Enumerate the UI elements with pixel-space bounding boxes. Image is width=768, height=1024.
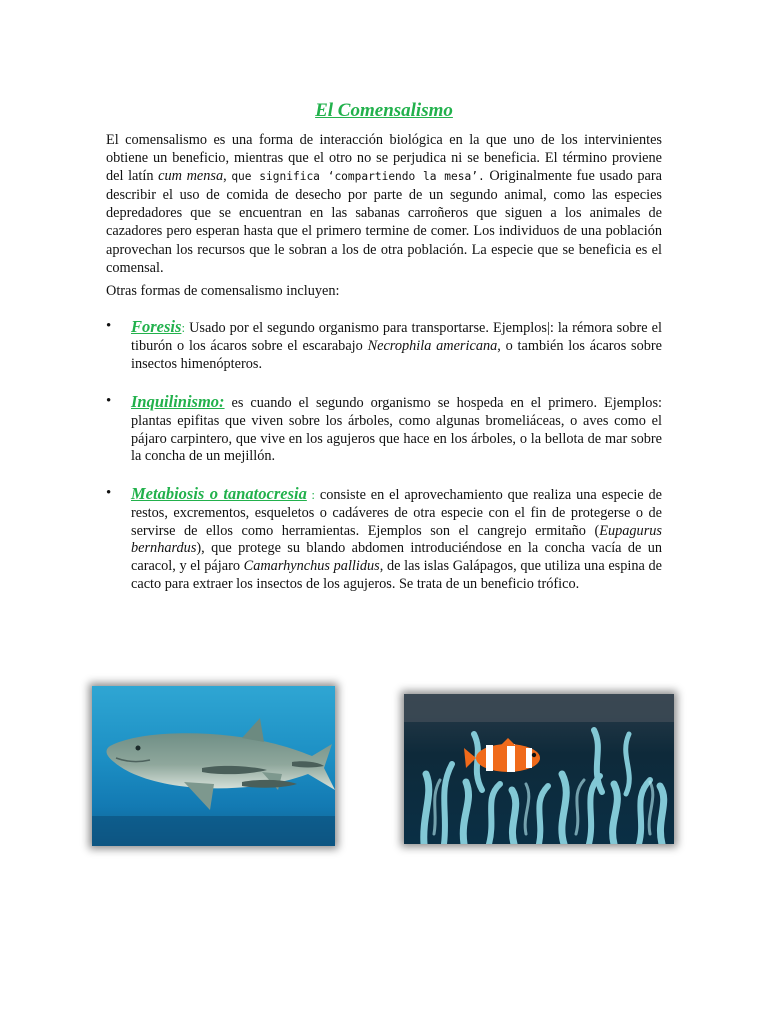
shark-dorsal-fin: [242, 718, 264, 742]
species-name: Eupagurus bernhardus: [131, 522, 662, 557]
bullet-marker: •: [106, 485, 112, 501]
term-foresis: Foresis: [131, 317, 182, 336]
item-text: es cuando el segundo organismo se hospeda en el primero. Ejemplos: plantas epifitas que viven sobre los árboles, como algunas bromeliáceas, o aves como el pájaro carpintero, que vive en los agujeros que hace en los árboles, o la bellota de mar sobre la concha de un mejillón.: [131, 395, 662, 465]
item-text: ), que protege su blando abdomen introduciéndose en la concha vacía de un caracol, y el pájaro: [131, 540, 662, 575]
latin-phrase: cum mensa: [158, 168, 224, 185]
list-item-foresis: [106, 318, 662, 373]
item-text: , o también los ácaros sobre insectos himenópteros.: [131, 337, 662, 372]
bullet-marker: •: [106, 318, 112, 334]
remora: [242, 780, 297, 788]
shark-with-remoras-image: [92, 686, 335, 846]
anemone-illustration: [404, 694, 674, 844]
item-text: consiste en el aprovechamiento que realiza una especie de restos, excrementos, esqueletos o cadáveres de otra especie con el fin de protegerse o de servirse de ellos como herramientas. Ejemplos son el cangrejo ermitaño (: [131, 487, 662, 539]
shark-pectoral-fin: [184, 782, 214, 810]
intro-paragraph: [106, 131, 662, 277]
list-item-inquilinismo: [106, 393, 662, 466]
image-top-band: [404, 694, 674, 722]
term-separator: :: [306, 487, 315, 502]
list-item-metabiosis: [106, 485, 662, 594]
bullet-marker: •: [106, 393, 112, 409]
intro-paragraph-2: Otras formas de comensalismo incluyen:: [106, 283, 340, 299]
intro-text-2: ,: [223, 168, 232, 185]
item-text: , de las islas Galápagos, que utiliza una espina de cacto para extraer los insectos de los agujeros. Se trata de un beneficio trófico.: [131, 558, 663, 592]
intro-translation: que significa ‘compartiendo la mesa’.: [231, 170, 485, 184]
term-separator: :: [181, 320, 186, 335]
term-metabiosis: Metabiosis o tanatocresia: [131, 484, 307, 503]
shark-illustration: [92, 686, 335, 846]
intro-text-3: Originalmente fue usado para describir el uso de comida de desecho por parte de un segundo animal, como las especies depredadores que se encuentran en las sabanas carroñeros que siguen a los animales de cazadores pero esperan hasta que el primero termine de comer. Los individuos de una población aprovechan los recursos que le sobran a los de otra población. La especie que se beneficia es el comensal.: [106, 168, 662, 276]
item-text: Usado por el segundo organismo para transportarse. Ejemplos|: la rémora sobre el tiburón o los ácaros sobre el escarabajo: [131, 320, 662, 354]
anemone-tentacles: [424, 730, 664, 844]
species-name: Camarhynchus pallidus: [243, 558, 380, 575]
species-name: Necrophila americana: [367, 337, 498, 354]
intro-text-1: El comensalismo es una forma de interacción biológica en la que uno de los intervinientes obtiene un beneficio, mientras que el otro no se perjudica ni se beneficia. El término proviene del latín: [106, 132, 662, 185]
shark-eye: [136, 746, 141, 751]
seafloor: [92, 816, 335, 846]
clownfish-in-anemone-image: [404, 694, 674, 844]
term-inquilinismo: Inquilinismo:: [131, 392, 225, 411]
page-title: El Comensalismo: [315, 100, 453, 121]
